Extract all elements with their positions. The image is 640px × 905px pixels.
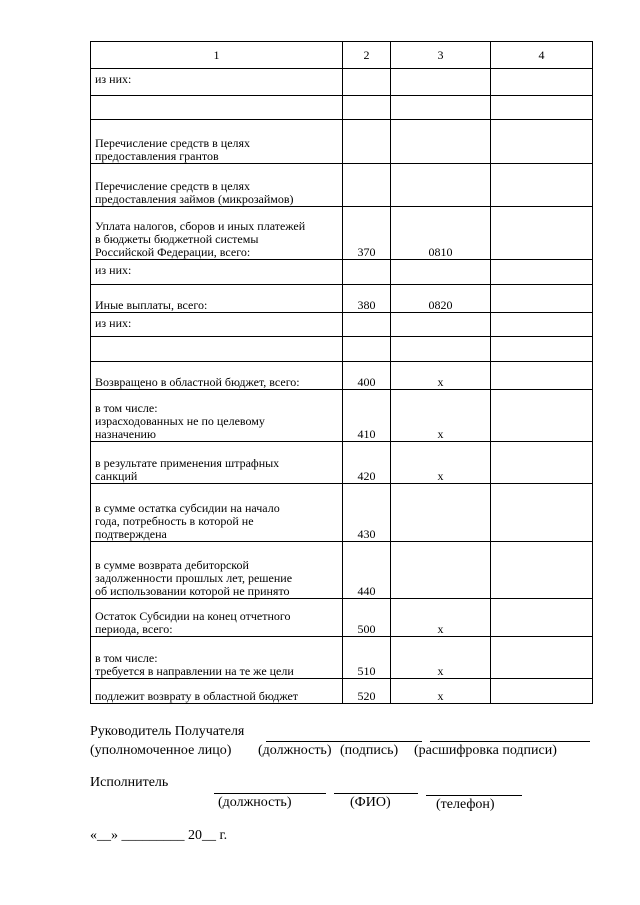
cell-c4[interactable] <box>491 637 593 679</box>
row-label <box>91 390 343 442</box>
exec-position-line[interactable] <box>214 793 326 794</box>
cell-c2: 510 <box>343 637 391 679</box>
row-label-text: в сумме остатка субсидии на начало года, потребность в которой не подтверждена <box>95 501 280 541</box>
row-label-text: Возвращено в областной бюджет, всего: <box>95 375 300 389</box>
cell-c3 <box>391 120 491 164</box>
row-label <box>91 120 343 164</box>
header-col-3: 3 <box>391 42 491 69</box>
cell-c3: 0810 <box>391 207 491 260</box>
table-row <box>91 69 593 96</box>
cell-c4[interactable] <box>491 337 593 362</box>
position-caption: (должность) <box>258 743 332 758</box>
table-row <box>91 362 593 390</box>
cell-c2 <box>343 164 391 207</box>
row-label <box>91 96 343 120</box>
exec-name-line[interactable] <box>334 793 418 794</box>
exec-phone-line[interactable] <box>426 795 522 796</box>
table-row <box>91 313 593 337</box>
cell-c4[interactable] <box>491 599 593 637</box>
row-label <box>91 69 343 96</box>
cell-c3 <box>391 164 491 207</box>
cell-c3 <box>391 69 491 96</box>
row-label <box>91 679 343 704</box>
table-row <box>91 120 593 164</box>
cell-c4[interactable] <box>491 285 593 313</box>
table-row <box>91 637 593 679</box>
table-row <box>91 542 593 599</box>
cell-c3 <box>391 484 491 542</box>
table-row <box>91 390 593 442</box>
cell-c4[interactable] <box>491 260 593 285</box>
head-label: Руководитель Получателя <box>90 724 245 739</box>
row-label-text: в том числе: израсходованных не по целевому назначению <box>95 401 265 441</box>
row-label-text: Уплата налогов, сборов и иных платежей в бюджеты бюджетной системы Российской Федерации, всего: <box>95 219 306 259</box>
header-col-2: 2 <box>343 42 391 69</box>
cell-c3 <box>391 337 491 362</box>
row-label-text: из них: <box>95 316 132 330</box>
table-row <box>91 442 593 484</box>
cell-c3: x <box>391 599 491 637</box>
report-table <box>90 41 593 704</box>
cell-c2 <box>343 337 391 362</box>
cell-c2 <box>343 120 391 164</box>
cell-c3: x <box>391 442 491 484</box>
cell-c3: x <box>391 390 491 442</box>
row-label-text: в результате применения штрафных санкций <box>95 456 280 483</box>
cell-c2: 430 <box>343 484 391 542</box>
table-row <box>91 96 593 120</box>
row-label <box>91 637 343 679</box>
cell-c2 <box>343 313 391 337</box>
cell-c2 <box>343 260 391 285</box>
row-label <box>91 599 343 637</box>
cell-c2: 420 <box>343 442 391 484</box>
position-line[interactable] <box>266 741 422 742</box>
row-label <box>91 337 343 362</box>
row-label <box>91 207 343 260</box>
row-label <box>91 442 343 484</box>
row-label <box>91 164 343 207</box>
cell-c2 <box>343 96 391 120</box>
row-label-text: из них: <box>95 263 132 277</box>
row-label-text: Остаток Субсидии на конец отчетного периода, всего: <box>95 609 291 636</box>
cell-c4[interactable] <box>491 484 593 542</box>
row-label-text: Иные выплаты, всего: <box>95 298 208 312</box>
row-label <box>91 484 343 542</box>
table-row <box>91 599 593 637</box>
row-label-text: из них: <box>95 72 132 86</box>
table-header-row <box>91 42 593 69</box>
row-label <box>91 362 343 390</box>
row-label-text: Перечисление средств в целях предоставления займов (микрозаймов) <box>95 179 294 206</box>
cell-c2: 500 <box>343 599 391 637</box>
row-label-text: Перечисление средств в целях предоставления грантов <box>95 136 251 163</box>
decode-caption: (расшифровка подписи) <box>414 743 557 758</box>
cell-c3 <box>391 96 491 120</box>
executor-label: Исполнитель <box>90 775 169 790</box>
cell-c2: 440 <box>343 542 391 599</box>
table-row <box>91 679 593 704</box>
header-col-1: 1 <box>91 42 343 69</box>
cell-c3 <box>391 260 491 285</box>
cell-c4[interactable] <box>491 362 593 390</box>
exec-name-caption: (ФИО) <box>350 795 391 810</box>
row-label <box>91 285 343 313</box>
row-label <box>91 260 343 285</box>
cell-c3: 0820 <box>391 285 491 313</box>
signature-caption: (подпись) <box>340 743 399 758</box>
date-line[interactable]: «__» _________ 20__ г. <box>90 828 228 843</box>
row-label-text: подлежит возврату в областной бюджет <box>95 689 299 703</box>
header-col-4: 4 <box>491 42 593 69</box>
cell-c4[interactable] <box>491 164 593 207</box>
cell-c2: 370 <box>343 207 391 260</box>
exec-position-caption: (должность) <box>218 795 292 810</box>
cell-c4[interactable] <box>491 390 593 442</box>
cell-c4[interactable] <box>491 542 593 599</box>
cell-c2: 380 <box>343 285 391 313</box>
table-row <box>91 164 593 207</box>
cell-c3 <box>391 313 491 337</box>
cell-c3: x <box>391 679 491 704</box>
cell-c2: 410 <box>343 390 391 442</box>
cell-c4[interactable] <box>491 96 593 120</box>
cell-c3 <box>391 542 491 599</box>
cell-c2 <box>343 69 391 96</box>
table-row <box>91 207 593 260</box>
cell-c4[interactable] <box>491 207 593 260</box>
cell-c4[interactable] <box>491 69 593 96</box>
row-label-text: в том числе: требуется в направлении на те же цели <box>95 651 294 678</box>
head-sub-label: (уполномоченное лицо) <box>90 743 232 758</box>
cell-c3: x <box>391 362 491 390</box>
cell-c2: 400 <box>343 362 391 390</box>
row-label <box>91 542 343 599</box>
cell-c4[interactable] <box>491 442 593 484</box>
table-row <box>91 285 593 313</box>
cell-c4[interactable] <box>491 313 593 337</box>
table-row <box>91 337 593 362</box>
row-label <box>91 313 343 337</box>
cell-c4[interactable] <box>491 120 593 164</box>
row-label-text: в сумме возврата дебиторской задолженности прошлых лет, решение об использовании которой не принято <box>95 558 293 598</box>
table-row <box>91 260 593 285</box>
table-row <box>91 484 593 542</box>
exec-phone-caption: (телефон) <box>436 797 495 812</box>
cell-c3: x <box>391 637 491 679</box>
cell-c4[interactable] <box>491 679 593 704</box>
cell-c2: 520 <box>343 679 391 704</box>
decode-line[interactable] <box>430 741 590 742</box>
